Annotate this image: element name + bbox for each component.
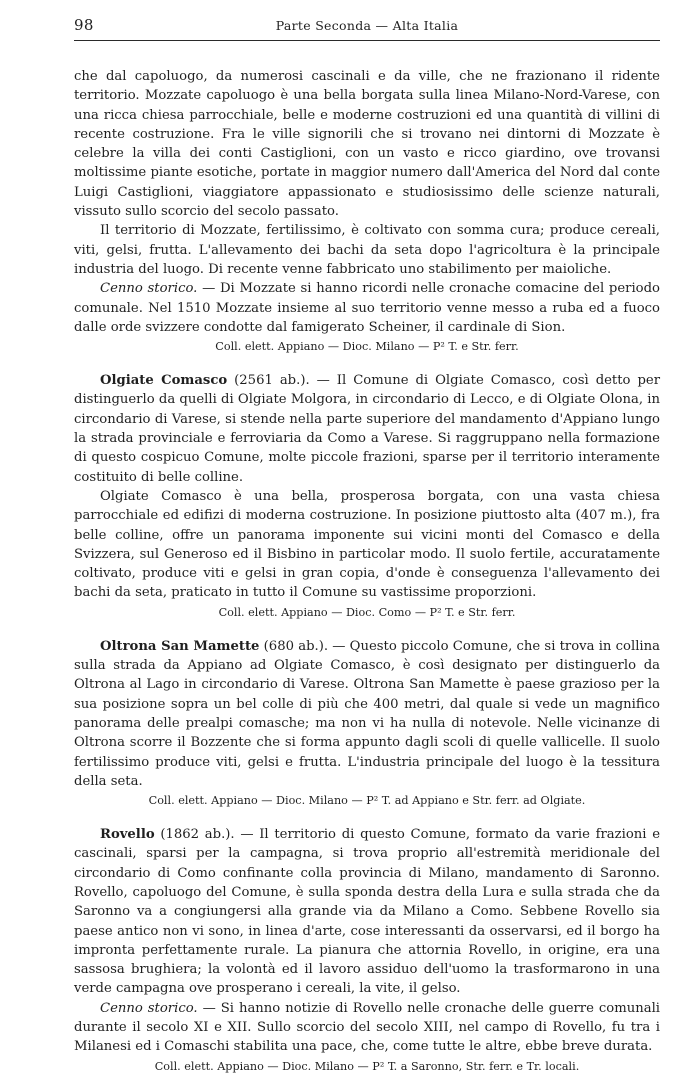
historical-note-label: Cenno storico. — [100, 281, 198, 297]
mozzate-history-paragraph — [74, 279, 660, 337]
entry-oltrona-san-mamette — [74, 637, 660, 791]
historical-note-text: — Si hanno notizie di Rovello nelle cronache delle guerre comunali durante il secolo XI e XII. Sullo scorcio del secolo XIII, nel campo di Rovello, fu tra i Milanesi ed i Comaschi stabilita una pace, che, come tutte le altre, ebbe breve durata. — [74, 1000, 660, 1055]
olgiate-reference: Coll. elett. Appiano — Dioc. Como — P² T. e Str. ferr. — [218, 605, 516, 619]
historical-note-label: Cenno storico. — [100, 1000, 198, 1016]
entry-title: Oltrona San Mamette — [100, 638, 260, 654]
historical-note-text: — Di Mozzate si hanno ricordi nelle cronache comacine del periodo comunale. Nel 1510 Mozzate insieme al suo territorio venne messo a ruba ed a fuoco dalle orde svizzere condotte dal famigerato Scheiner, il cardinale di Sion. — [74, 281, 660, 335]
entry-title: Olgiate Comasco — [100, 373, 228, 389]
page-header — [74, 14, 660, 36]
oltrona-reference: Coll. elett. Appiano — Dioc. Milano — P² T. ad Appiano e Str. ferr. ad Olgiate. — [148, 794, 586, 808]
page-number: 98 — [74, 16, 94, 34]
section-gap — [74, 620, 660, 637]
entry-body: (1862 ab.). — Il territorio di questo Comune, formato da varie frazioni e cascinali, sparsi per la campagna, si trova proprio all'estremità meridionale del circondario di Como confinante colla provincia di Milano, mandamento di Saronno. Rovello, capoluogo del Comune, è sulla sponda destra della Lura e sulla strada che da Saronno va a congiungersi alla grande via da Milano a Como. Sebbene Rovello sia paese antico non vi sono, in linea d'arte, cose interessanti da osservarsi, ed il borgo ha impronta perfettamente rurale. La pianura che attornia Rovello, in origine, era una sassosa brughiera; la volontà ed il lavoro assiduo dell'uomo la trasformarono in una verde campagna ove prosperano i cereali, la vite, il gelso. — [74, 827, 660, 997]
entry-rovello — [74, 825, 660, 999]
entry-body: (680 ab.). — Questo piccolo Comune, che si trova in collina sulla strada da Appiano ad Olgiate Comasco, è così designato per distinguerlo da Oltrona al Lago in circondario di Varese. Oltrona San Mamette è paese grazioso per la sua posizione sopra un bel colle di più che 400 metri, dal quale si vede un magnifico panorama delle prealpi comasche; ma non vi ha nulla di notevole. Nelle vicinanze di Oltrona scorre il Bozzente che si forma appunto dagli scoli di quelle vallicelle. Il suolo fertilissimo produce viti, gelsi e frutta. L'industria principale del luogo è la tessitura della seta. — [74, 638, 660, 789]
olgiate-description-paragraph: Olgiate Comasco è una bella, prosperosa borgata, con una vasta chiesa parrocchiale ed edifizi di moderna costruzione. In posizione piuttosto alta (407 m.), fra belle colline, offre un panorama imponente sui vicini monti del Comasco e della Svizzera, sul Generoso ed il Bisbino in particolar modo. Il suolo fertile, accuratamente coltivato, produce viti e gelsi in gran copia, d'onde è conseguenza l'allevamento dei bachi da seta, praticato in tutto il Comune su vastissime proporzioni. — [74, 488, 660, 601]
rovello-history-paragraph — [74, 999, 660, 1057]
mozzate-continuation-paragraph: che dal capoluogo, da numerosi cascinali e da ville, che ne frazionano il ridente territorio. Mozzate capoluogo è una bella borgata sulla linea Milano-Nord-Varese, con una ricca chiesa parrocchiale, belle e moderne costruzioni ed una quantità di villini di recente costruzione. Fra le ville signorili che si trovano nei dintorni di Mozzate è celebre la villa dei conti Castiglioni, con un vasto e ricco giardino, ove trovansi moltissime piante esotiche, portate in maggior numero dall'America del Nord dal conte Luigi Castiglioni, viaggiatore appassionato e studiosissimo delle scienze naturali, vissuto sullo scorcio del secolo passato. — [74, 69, 660, 220]
rovello-reference: Coll. elett. Appiano — Dioc. Milano — P² T. a Saronno, Str. ferr. e Tr. locali. — [154, 1059, 580, 1073]
running-title: Parte Seconda — Alta Italia — [275, 18, 459, 33]
mozzate-reference: Coll. elett. Appiano — Dioc. Milano — P² T. e Str. ferr. — [215, 340, 519, 354]
mozzate-territory-paragraph: Il territorio di Mozzate, fertilissimo, è coltivato con somma cura; produce cereali, viti, gelsi, frutta. L'allevamento dei bachi da seta dopo l'agricoltura è la principale industria del luogo. Di recente venne fabbricato uno stabilimento per maioliche. — [74, 223, 660, 277]
entry-title: Rovello — [100, 827, 155, 843]
section-gap — [74, 354, 660, 371]
header-rule — [74, 40, 660, 41]
entry-body: (2561 ab.). — Il Comune di Olgiate Comasco, così detto per distinguerlo da quelli di Olgiate Molgora, in circondario di Lecco, e di Olgiate Olona, in circondario di Varese, si stende nella parte superiore del mandamento d'Appiano lungo la strada provinciale e ferroviaria da Como a Varese. Si raggruppano nella formazione di questo cospicuo Comune, molte piccole frazioni, sparse per il territorio interamente costituito di belle colline. — [74, 373, 660, 485]
entry-olgiate-comasco — [74, 371, 660, 487]
section-gap — [74, 808, 660, 825]
page — [74, 14, 660, 1074]
